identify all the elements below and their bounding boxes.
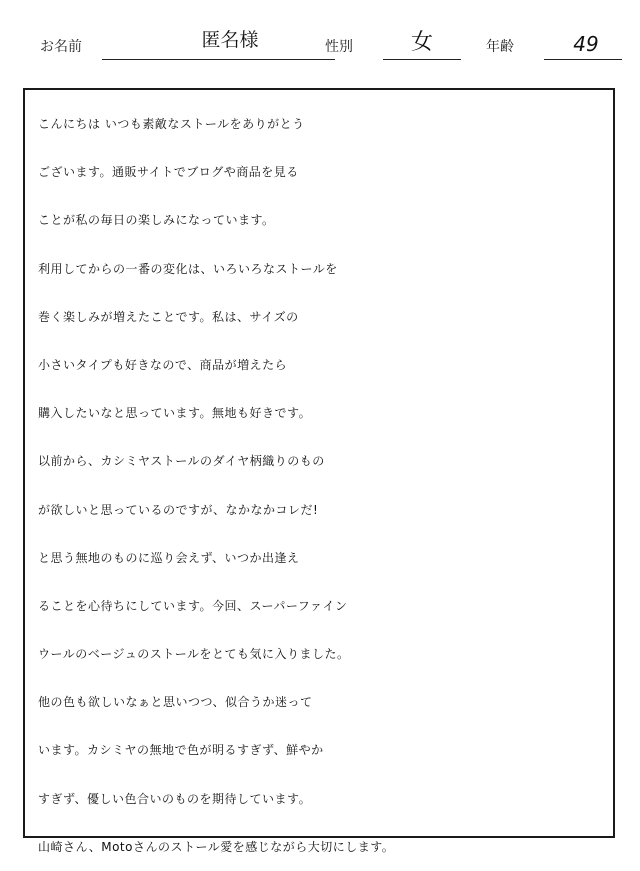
message-line: ウールのベージュのストールをとても気に入りました。 [38,647,350,662]
message-line: います。カシミヤの無地で色が明るすぎず、鮮やか [38,743,324,758]
gender-value: 女 [410,30,433,55]
message-line: と思う無地のものに巡り会えず、いつか出逢え [38,550,300,565]
name-underline [102,59,335,60]
message-line: 山崎さん、Motoさんのストール愛を感じながら大切にします。 [38,839,395,854]
gender-underline [383,59,461,60]
gender-field [325,22,465,62]
name-field [40,22,300,62]
age-underline [544,59,622,60]
message-line: すぎず、優しい色合いのものを期待しています。 [38,791,312,806]
message-line: 以前から、カシミヤストールのダイヤ柄織りのもの [38,454,325,469]
message-line: ございます。通販サイトでブログや商品を見る [38,165,299,180]
message-line: 他の色も欲しいなぁと思いつつ、似合うか迷って [38,695,313,710]
message-line: 巻く楽しみが増えたことです。私は、サイズの [38,309,299,324]
name-value: 匿名様 [201,29,259,51]
gender-label: 性別 [325,39,353,55]
age-value: 49 [573,32,599,56]
message-line: ことが私の毎日の楽しみになっています。 [38,213,275,228]
age-field [486,22,626,62]
message-line: 利用してからの一番の変化は、いろいろなストールを [38,261,338,276]
message-line: こんにちは いつも素敵なストールをありがとう [38,117,305,131]
message-line: が欲しいと思っているのですが、なかなかコレだ! [38,502,319,517]
message-line: ることを心待ちにしています。今回、スーパーファイン [38,598,348,613]
form-header [0,0,640,80]
age-label: 年齢 [486,39,514,55]
message-line: 購入したいなと思っています。無地も好きです。 [38,406,312,421]
message-body [38,100,608,871]
name-label: お名前 [40,39,82,55]
message-line: 小さいタイプも好きなので、商品が増えたら [38,357,288,372]
